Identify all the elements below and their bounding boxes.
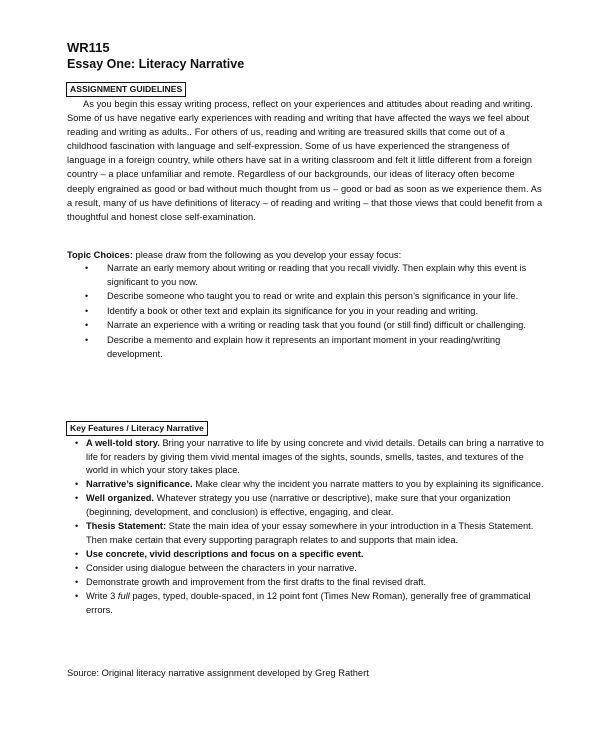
bullet-icon: • <box>75 562 79 573</box>
guidelines-paragraph: As you begin this essay writing process, reflect on your experiences and attitudes about reading and writing. Some of us have negative early experiences with reading and writing that have affected the ways we feel about reading and writing as adults.. For others of us, reading and writing are treasured skills that come out of a childhood fascination with language and self-expression. Some of us have experienced the strangeness of language in a foreign country, while others have sat in a writing classroom and felt it little different from a foreign country – a place unfamiliar and remote. Regardless of our backgrounds, our ideas of literacy often become deeply engrained as good or bad without much thought from us – good or bad as soon as we experience them. As a result, many of us have definitions of literacy – of reading and writing – that those views that could benefit from a thoughtful and honest close self-examination. <box>67 99 543 222</box>
bullet-icon: • <box>75 548 79 559</box>
list-item <box>85 305 549 319</box>
bullet-icon: • <box>75 521 79 532</box>
feature-title: Narrative’s significance. <box>86 479 193 490</box>
list-item <box>67 520 547 547</box>
topic-text: Narrate an experience with a writing or reading task that you found (or still find) difficult or challenging. <box>107 320 526 331</box>
feature-title: Use concrete, vivid descriptions and focus on a specific event. <box>86 548 364 559</box>
list-item <box>67 478 547 492</box>
bullet-icon: • <box>75 479 79 490</box>
list-item <box>85 334 549 361</box>
feature-text: Make clear why the incident you narrate matters to you by explaining its significance. <box>192 479 544 490</box>
list-item <box>85 319 549 333</box>
feature-emphasis: full <box>117 591 130 602</box>
bullet-icon: • <box>75 576 79 587</box>
assignment-guidelines-heading: ASSIGNMENT GUIDELINES <box>66 82 186 97</box>
list-item <box>67 548 547 562</box>
topic-choices-text: please draw from the following as you develop your essay focus: <box>132 250 402 260</box>
bullet-icon: • <box>85 291 89 302</box>
topic-choices-intro <box>67 248 401 262</box>
feature-text: Demonstrate growth and improvement from the first drafts to the final revised draft. <box>86 576 426 587</box>
topic-choices-label: Topic Choices: <box>67 250 133 260</box>
list-item <box>67 437 547 478</box>
essay-title: Essay One: Literacy Narrative <box>67 57 245 71</box>
topic-text: Narrate an early memory about writing or reading that you recall vividly. Then explain why this event is significant to you now. <box>107 263 527 287</box>
list-item <box>67 562 547 576</box>
topic-choices-list <box>85 262 549 362</box>
feature-text: Write 3 <box>86 591 118 602</box>
feature-title: A well-told story. <box>86 438 160 448</box>
topic-text: Describe a memento and explain how it represents an important moment in your reading/writing development. <box>107 334 501 359</box>
bullet-icon: • <box>75 493 79 504</box>
feature-text: Consider using dialogue between the characters in your narrative. <box>86 562 357 573</box>
topic-text: Describe someone who taught you to read or write and explain this person’s significance in your life. <box>107 291 519 302</box>
topic-text: Identify a book or other text and explain its significance for you in your reading and writing. <box>107 305 479 316</box>
feature-text: Whatever strategy you use (narrative or descriptive), make sure that your organization (beginning, development, and conclusion) is effective, engaging, and clear. <box>86 493 511 517</box>
list-item <box>85 262 549 289</box>
feature-title: Thesis Statement: <box>86 521 167 532</box>
bullet-icon: • <box>85 320 89 331</box>
key-features-list <box>67 437 547 618</box>
bullet-icon: • <box>75 438 79 448</box>
feature-text: State the main idea of your essay somewhere in your introduction in a Thesis Statement. Then make certain that every supporting paragraph relates to and supports that main idea. <box>86 521 534 545</box>
list-item <box>85 290 549 304</box>
feature-text: pages, typed, double-spaced, in 12 point font (Times New Roman), generally free of grammatical errors. <box>86 591 531 615</box>
bullet-icon: • <box>85 263 89 273</box>
bullet-icon: • <box>85 334 89 345</box>
bullet-icon: • <box>75 591 79 602</box>
feature-text: Bring your narrative to life by using concrete and vivid details. Details can bring a narrative to life for readers by giving them vivid mental images of the sights, sounds, smells, tastes, and textures of the world in which your story takes place. <box>86 438 544 476</box>
list-item <box>67 576 547 590</box>
key-features-heading: Key Features / Literacy Narrative <box>66 421 208 436</box>
course-code: WR115 <box>67 40 110 55</box>
bullet-icon: • <box>85 305 89 316</box>
list-item <box>67 590 547 617</box>
list-item <box>67 492 547 519</box>
source-credit: Source: Original literacy narrative assignment developed by Greg Rathert <box>67 668 369 678</box>
feature-title: Well organized. <box>86 493 155 504</box>
